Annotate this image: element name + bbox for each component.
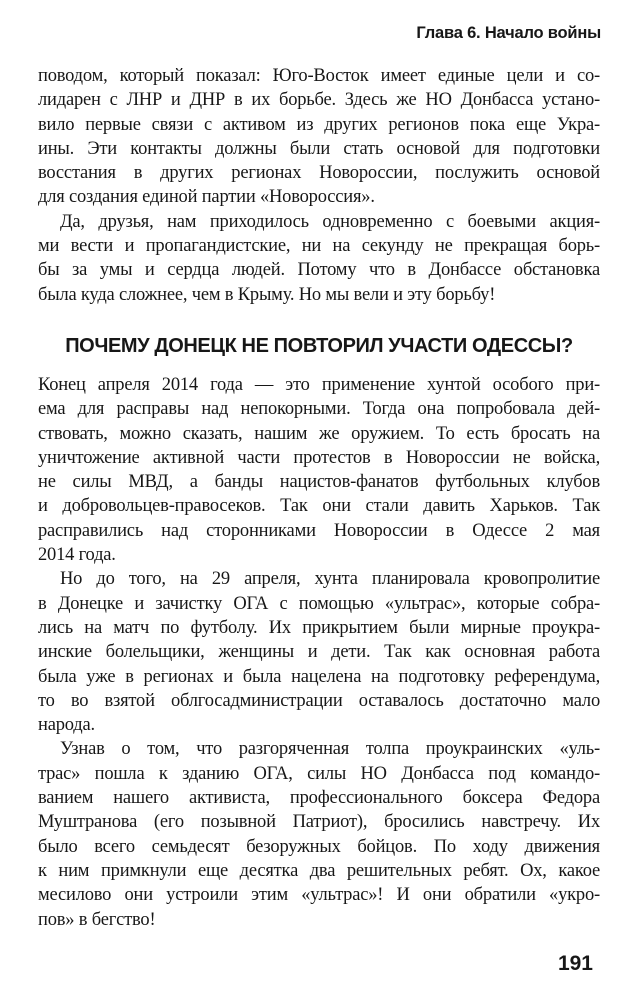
body-line: ема для расправы над непокорными. Тогда она попробовала дей- — [38, 399, 600, 420]
section-heading: ПОЧЕМУ ДОНЕЦК НЕ ПОВТОРИЛ УЧАСТИ ОДЕССЫ? — [65, 334, 573, 357]
body-line: Муштранова (его позывной Патриот), бросились навстречу. Их — [38, 812, 600, 833]
body-line: бы за умы и сердца людей. Потому что в Донбассе обстановка — [38, 260, 600, 281]
body-line: вило первые связи с активом из других регионов пока еще Укра- — [38, 114, 600, 135]
body-line: пов» в бегство! — [38, 909, 156, 930]
body-line: Конец апреля 2014 года — это применение хунтой особого при- — [38, 374, 600, 395]
body-line: Но до того, на 29 апреля, хунта планировала кровопролитие — [60, 569, 600, 590]
body-line: к ним примкнули еще десятка два решительных ребят. Ох, какое — [38, 860, 600, 881]
body-line: ванием нашего активиста, профессионального боксера Федора — [38, 788, 600, 809]
body-line: расправились над сторонниками Новороссии в Одессе 2 мая — [38, 520, 600, 541]
body-line: восстания в других регионах Новороссии, послужить основой — [38, 163, 600, 184]
body-line: то во взятой облгосадминистрации оставалось достаточно мало — [38, 690, 600, 711]
body-line: инские болельщики, женщины и дети. Так как основная работа — [38, 642, 600, 663]
body-line: было всего семьдесят безоружных бойцов. По ходу движения — [38, 836, 600, 857]
body-line: для создания единой партии «Новороссия». — [38, 187, 375, 208]
body-line: 2014 года. — [38, 545, 116, 566]
body-line: не силы МВД, а банды нацистов-фанатов футбольных клубов — [38, 472, 600, 493]
running-header: Глава 6. Начало войны — [416, 24, 601, 42]
body-line: трас» пошла к зданию ОГА, силы НО Донбасса под командо- — [38, 763, 600, 784]
body-line: месилово они устроили этим «ультрас»! И они обратили «укро- — [38, 885, 600, 906]
body-line: была куда сложнее, чем в Крыму. Но мы вели и эту борьбу! — [38, 284, 496, 305]
body-line: поводом, который показал: Юго-Восток имеет единые цели и со- — [38, 66, 600, 86]
body-line: народа. — [38, 715, 95, 736]
text-block — [38, 64, 600, 932]
body-line: Узнав о том, что разгоряченная толпа проукраинских «уль- — [60, 739, 600, 760]
body-line: была уже в регионах и была нацелена на подготовку референдума, — [38, 666, 600, 687]
body-line: уничтожение активной части протестов в Новороссии не войска, — [38, 447, 600, 468]
body-line: Да, друзья, нам приходилось одновременно с боевыми акция- — [60, 211, 600, 232]
body-line: и добровольцев-правосеков. Так они стали давить Харьков. Так — [38, 496, 600, 517]
body-line: ми вести и пропагандистские, ни на секунду не прекращая борь- — [38, 236, 600, 257]
body-line: ствовать, можно сказать, нашим же оружием. То есть бросать на — [38, 423, 600, 444]
body-line: лись на матч по футболу. Их прикрытием были мирные проукра- — [38, 617, 600, 638]
page-number: 191 — [557, 952, 593, 975]
body-line: в Донецке и зачистку ОГА с помощью «ультрас», которые собра- — [38, 593, 600, 614]
body-line: ины. Эти контакты должны были стать основой для подготовки — [38, 138, 600, 159]
body-line: лидарен с ЛНР и ДНР в их борьбе. Здесь же НО Донбасса устано- — [38, 90, 600, 111]
